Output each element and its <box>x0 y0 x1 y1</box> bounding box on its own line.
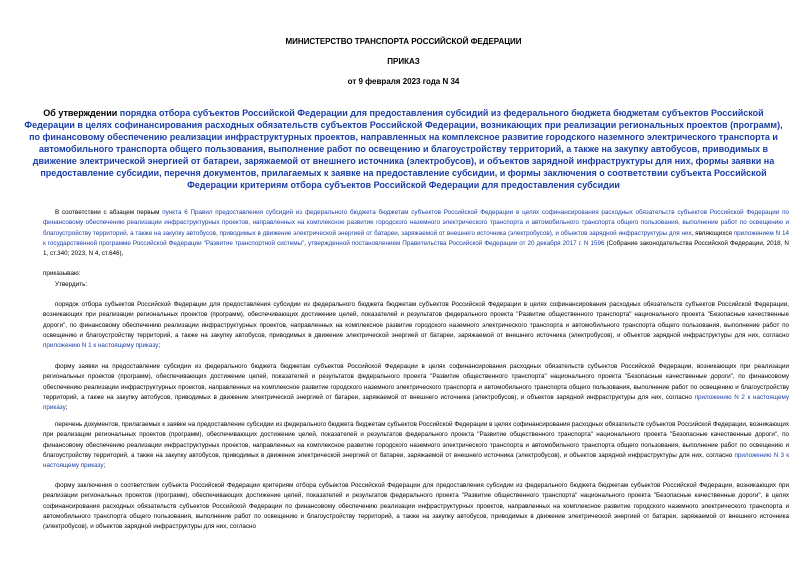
list-item-1: порядок отбора субъектов Российской Федерации для предоставления субсидии из федерального бюджета бюджетам субъектов Российской Федерации в целях софинансирования расходных обязательств субъектов Российской Федерации, возникающих при реализации региональных проектов (программ), обеспечивающих достижение целей, показателей и результатов федерального проекта "Развитие общественного транспорта" национального проекта "Безопасные качественные дороги", по финансовому обеспечению реализации инфраструктурных проектов, направленных на комплексное развитие городского наземного электрического транспорта и автомобильного транспорта общего пользования, выполнение работ по освещению и благоустройству территорий, а также на закупку автобусов, приводимых в движение электрической энергией от батареи, заряжаемой от внешнего источника (электробусов), и объектов зарядной инфраструктуры для них, согласно приложению N 1 к настоящему приказу; <box>43 301 789 350</box>
ministry-name: МИНИСТЕРСТВО ТРАНСПОРТА РОССИЙСКОЙ ФЕДЕРАЦИИ <box>285 37 522 46</box>
order-word: приказываю: <box>43 270 81 277</box>
preamble-link-program[interactable]: приложением N 14 к государственной программе Российской Федерации "Развитие транспортной системы", утвержденной постановлением Правительства Российской Федерации от 20 декабря 2017 г. N 1596 <box>43 229 789 247</box>
preamble-text-3: (Собрание законодательства Российской Федерации, 2018, N 1, ст.340; 2023, N 4, ст.646), <box>43 239 789 258</box>
list-item-2: форму заявки на предоставление субсидии из федерального бюджета бюджетам субъектов Российской Федерации в целях софинансирования расходных обязательств субъектов Российской Федерации, возникающих при реализации региональных проектов (программ), обеспечивающих достижение целей, показателей и результатов федерального проекта "Развитие общественного транспорта" национального проекта "Безопасные качественные дороги", по финансовому обеспечению реализации инфраструктурных проектов, направленных на комплексное развитие городского наземного электрического транспорта и автомобильного транспорта общего пользования, выполнение работ по освещению и благоустройству территорий, а также на закупку автобусов, приводимых в движение электрической энергией от батареи, заряжаемой от внешнего источника (электробусов), и объектов зарядной инфраструктуры для них, согласно приложению N 2 к настоящему приказу; <box>43 363 789 412</box>
preamble-link-rules[interactable]: пункта 6 Правил предоставления субсидий из федерального бюджета бюджетам субъектов Российской Федерации в целях софинансирования расходных обязательств субъектов Российской Федерации по финансовому обеспечению реализации инфраструктурных проектов, направленных на комплексное развитие городского наземного электрического транспорта и автомобильного транспорта общего пользования, выполнение работ по освещению и благоустройству территорий, а также на закупку автобусов, приводимых в движение электрической энергией от батареи, заряжаемой от внешнего источника (электробусов), и объектов зарядной инфраструктуры для них <box>43 209 789 237</box>
list-item-2-text: форму заявки на предоставление субсидии из федерального бюджета бюджетам субъектов Российской Федерации в целях софинансирования расходных обязательств субъектов Российской Федерации, возникающих при реализации региональных проектов (программ), обеспечивающих достижение целей, показателей и результатов федерального проекта "Развитие общественного транспорта" национального проекта "Безопасные качественные дороги", по финансовому обеспечению реализации инфраструктурных проектов, направленных на комплексное развитие городского наземного электрического транспорта и автомобильного транспорта общего пользования, выполнение работ по освещению и благоустройству территорий, а также на закупку автобусов, приводимых в движение электрической энергией от батареи, заряжаемой от внешнего источника (электробусов), и объектов зарядной инфраструктуры для них, согласно <box>43 363 789 401</box>
document-title <box>0 107 807 191</box>
document-date-number: от 9 февраля 2023 года N 34 <box>347 77 460 86</box>
preamble-text-1: В соответствии с абзацем первым <box>55 209 163 216</box>
preamble-paragraph <box>0 208 807 259</box>
title-prefix: Об утверждении <box>43 108 120 118</box>
appendix-1-link[interactable]: приложению N 1 к настоящему приказу <box>43 342 159 350</box>
list-item-4-text: форму заключения о соответствии субъекта Российской Федерации критериям отбора субъектов Российской Федерации для предоставления субсидии из федерального бюджета бюджетам субъектов Российской Федерации, возникающих при реализации региональных проектов (программ), обеспечивающих достижение целей, показателей и результатов федерального проекта "Развитие общественного транспорта" национального проекта "Безопасные качественные дороги", в целях софинансирования расходных обязательств субъектов Российской Федерации по финансовому обеспечению реализации инфраструктурных проектов, направленных на комплексное развитие городского наземного электрического транспорта и автомобильного транспорта общего пользования, выполнение работ по освещению и благоустройству территорий, а также на закупку автобусов, приводимых в движение электрической энергией от батареи, заряжаемой от внешнего источника (электробусов), и объектов зарядной инфраструктуры для них, согласно <box>43 482 789 531</box>
list-item-3: перечень документов, прилагаемых к заявке на предоставление субсидии из федерального бюджета бюджетам субъектов Российской Федерации в целях софинансирования расходных обязательств субъектов Российской Федерации, возникающих при реализации региональных проектов (программ), обеспечивающих достижение целей, показателей и результатов федерального проекта "Развитие общественного транспорта" национального проекта "Безопасные качественные дороги", по финансовому обеспечению реализации инфраструктурных проектов, направленных на комплексное развитие городского наземного электрического транспорта и автомобильного транспорта общего пользования, выполнение работ по освещению и благоустройству территорий, а также на закупку автобусов, приводимых в движение электрической энергией от батареи, заряжаемой от внешнего источника (электробусов), и объектов зарядной инфраструктуры для них, согласно приложению N 3 к настоящему приказу; <box>43 421 789 470</box>
appendix-2-link[interactable]: приложению N 2 к настоящему приказу <box>43 393 789 412</box>
list-item-1-text: порядок отбора субъектов Российской Федерации для предоставления субсидии из федерального бюджета бюджетам субъектов Российской Федерации в целях софинансирования расходных обязательств субъектов Российской Федерации, возникающих при реализации региональных проектов (программ), обеспечивающих достижение целей, показателей и результатов федерального проекта "Развитие общественного транспорта" национального проекта "Безопасные качественные дороги", по финансовому обеспечению реализации инфраструктурных проектов, направленных на комплексное развитие городского наземного электрического транспорта и автомобильного транспорта общего пользования, выполнение работ по освещению и благоустройству территорий, а также на закупку автобусов, приводимых в движение электрической энергией от батареи, заряжаемой от внешнего источника (электробусов), и объектов зарядной инфраструктуры для них, согласно <box>43 301 789 339</box>
preamble-text-2: , являющихся <box>691 229 734 237</box>
appendix-3-link[interactable]: приложению N 3 к настоящему приказу <box>43 451 789 470</box>
list-item-4 <box>0 481 807 567</box>
document-type: ПРИКАЗ <box>387 57 420 66</box>
title-link[interactable]: порядка отбора субъектов Российской Федерации для предоставления субсидий из федерального бюджета бюджетам субъектов Российской Федерации в целях софинансирования расходных обязательств субъектов Российской Федерации, возникающих при реализации региональных проектов (программ), по финансовому обеспечению реализации инфраструктурных проектов, направленных на комплексное развитие городского наземного электрического транспорта и автомобильного транспорта общего пользования, выполнение работ по освещению и благоустройству территорий, а также на закупку автобусов, приводимых в движение электрической энергией от батареи, заряжаемой от внешнего источника (электробусов), и объектов зарядной инфраструктуры для них, формы заявки на предоставление субсидии, перечня документов, прилагаемых к заявке на предоставление субсидии, и формы заключения о соответствии субъекта Российской Федерации критериям отбора субъектов Российской Федерации для предоставления субсидии <box>24 108 783 190</box>
list-item-3-text: перечень документов, прилагаемых к заявке на предоставление субсидии из федерального бюджета бюджетам субъектов Российской Федерации в целях софинансирования расходных обязательств субъектов Российской Федерации, возникающих при реализации региональных проектов (программ), обеспечивающих достижение целей, показателей и результатов федерального проекта "Развитие общественного транспорта" национального проекта "Безопасные качественные дороги", по финансовому обеспечению реализации инфраструктурных проектов, направленных на комплексное развитие городского наземного электрического транспорта и автомобильного транспорта общего пользования, выполнение работ по освещению и благоустройству территорий, а также на закупку автобусов, приводимых в движение электрической энергией от батареи, заряжаемой от внешнего источника (электробусов), и объектов зарядной инфраструктуры для них, согласно <box>43 421 789 459</box>
approve-word: Утвердить: <box>55 281 88 288</box>
document-header <box>0 37 807 87</box>
